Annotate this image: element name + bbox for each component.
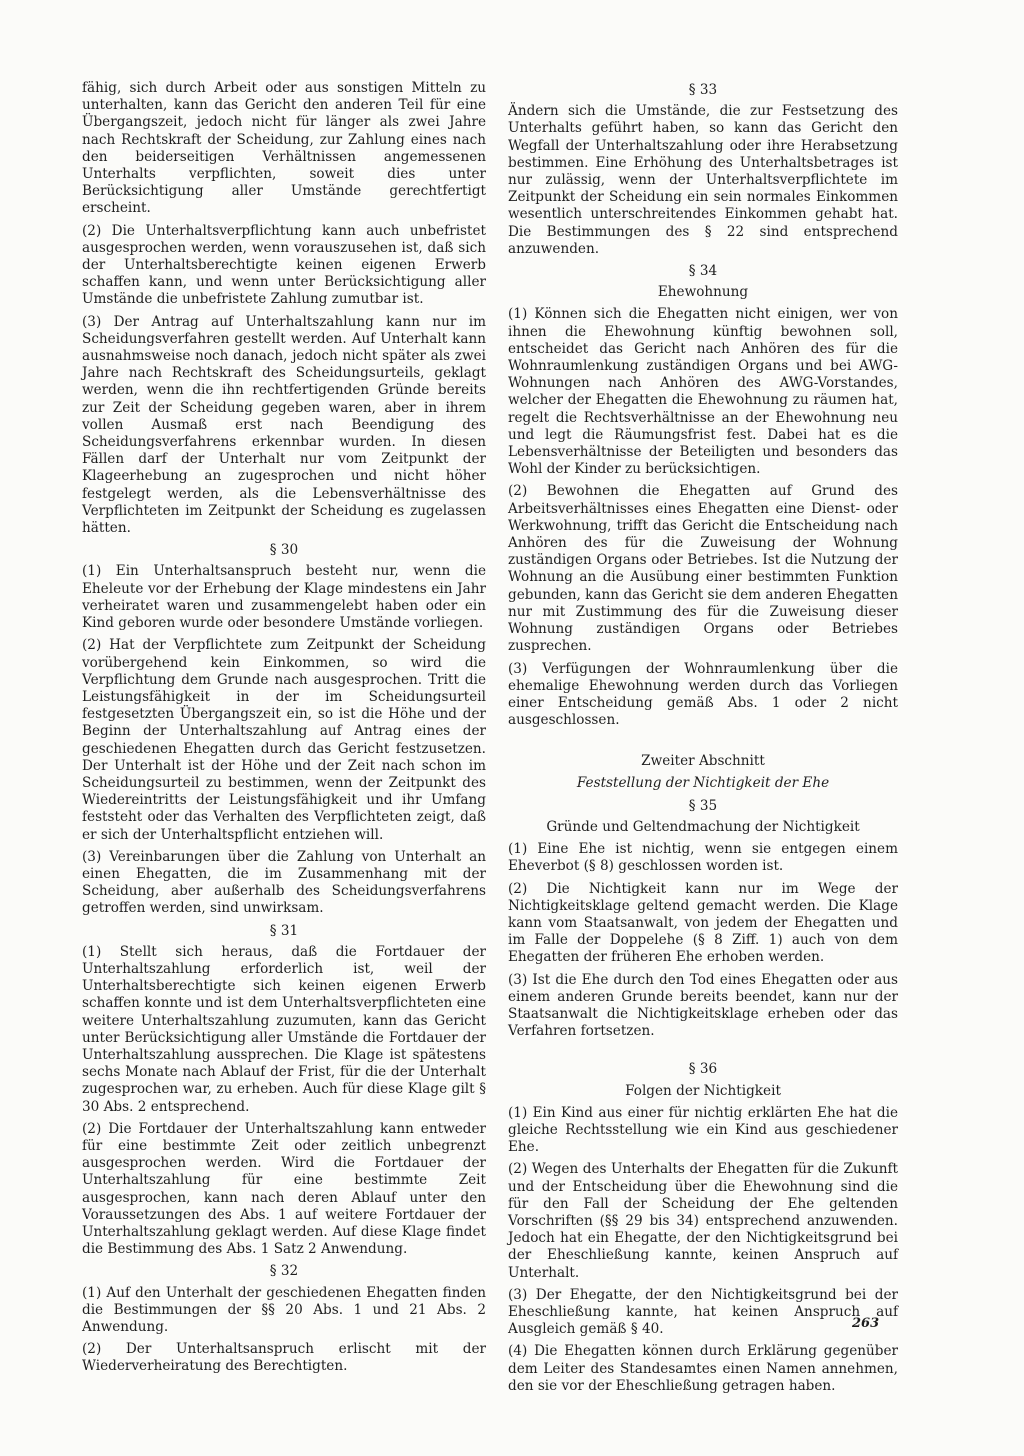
paragraph: (3) Der Ehegatte, der den Nichtigkeitsgrund bei der Eheschließung kannte, hat keinen Anspruch auf Ausgleich gemäß § 40. <box>508 1286 898 1338</box>
section-heading-35: § 35 <box>688 797 718 814</box>
section-title-36: Folgen der Nichtigkeit <box>625 1082 781 1099</box>
paragraph: (2) Hat der Verpflichtete zum Zeitpunkt der Scheidung vorübergehend kein Einkommen, so wird die Verpflichtung dem Grunde nach ausgesprochen. Tritt die Leistungsfähigkeit in der im Scheidungsurteil festgesetzten Übergangszeit ein, so ist die Höhe und der Beginn der Unterhaltszahlung auf Antrag eines der geschiedenen Ehegatten durch das Gericht festzusetzen. Der Unterhalt ist der Höhe und der Zeit nach schon im Scheidungsurteil zu bestimmen, wenn der Zeitpunkt des Wiedereintritts der Leistungsfähigkeit und ihr Umfang feststeht oder das Verhalten des Verpflichteten zeigt, daß er sich der Unterhaltspflicht entziehen will. <box>82 637 486 843</box>
section-title-35: Gründe und Geltendmachung der Nichtigkeit <box>546 818 860 835</box>
paragraph: (2) Bewohnen die Ehegatten auf Grund des Arbeitsverhältnisses eines Ehegatten eine Dienst- oder Werkwohnung, trifft das Gericht die Entscheidung nach Anhören des für die Zuweisung der Wohnung zuständigen Organs oder Betriebes. Ist die Nutzung der Wohnung an die Ausübung einer bestimmten Funktion gebunden, kann das Gericht sie dem anderen Ehegatten nur mit Zustimmung des für die Zuweisung dieser Wohnung zuständigen Organs oder Betriebes zusprechen. <box>508 483 898 655</box>
paragraph: (3) Der Antrag auf Unterhaltszahlung kann nur im Scheidungsverfahren gestellt werden. Auf Unterhalt kann ausnahmsweise noch danach, jedoch nicht später als zwei Jahre nach Rechtskraft des Scheidungsurteils, geklagt werden, wenn die ihn rechtfertigenden Gründe bereits zur Zeit der Scheidung gegeben waren, aber in ihrem vollen Ausmaß erst nach Beendigung des Scheidungsverfahrens erkennbar wurden. In diesen Fällen darf der Unterhalt nur vom Zeitpunkt der Klageerhebung an zugesprochen und nicht höher festgelegt werden, als die Lebensverhältnisse des Verpflichteten im Zeitpunkt der Scheidung es zugelassen hätten. <box>82 313 486 537</box>
paragraph: (2) Die Fortdauer der Unterhaltszahlung kann entweder für eine bestimmte Zeit oder zeitlich unbegrenzt ausgesprochen werden. Wird die Fortdauer der Unterhaltszahlung für eine bestimmte Zeit ausgesprochen, kann nach deren Ablauf unter den Voraussetzungen des Abs. 1 auf weitere Fortdauer der Unterhaltszahlung geklagt werden. Auf diese Klage findet die Bestimmung des Abs. 1 Satz 2 Anwendung. <box>82 1120 486 1258</box>
section-title-34: Ehewohnung <box>657 284 749 301</box>
paragraph: (3) Ist die Ehe durch den Tod eines Ehegatten oder aus einem anderen Grunde bereits beendet, kann nur der Staatsanwalt die Nichtigkeitsklage erheben oder das Verfahren fortsetzen. <box>508 971 898 1040</box>
paragraph: (1) Eine Ehe ist nichtig, wenn sie entgegen einem Eheverbot (§ 8) geschlossen worden ist. <box>508 841 898 875</box>
part-label: Zweiter Abschnitt <box>641 753 765 770</box>
spacer <box>508 1045 898 1059</box>
right-column <box>508 80 898 1400</box>
paragraph: (2) Die Unterhaltsverpflichtung kann auch unbefristet ausgesprochen werden, wenn vorauszusehen ist, daß sich der Unterhaltsberechtigte keinen eigenen Erwerb schaffen kann, und wenn unter Berücksichtigung aller Umstände die unbefristete Zahlung zumutbar ist. <box>82 222 486 308</box>
section-heading-32: § 32 <box>269 1263 299 1280</box>
paragraph: (1) Auf den Unterhalt der geschiedenen Ehegatten finden die Bestimmungen der §§ 20 Abs. 1 und 21 Abs. 2 Anwendung. <box>82 1284 486 1336</box>
paragraph: Ändern sich die Umstände, die zur Festsetzung des Unterhalts geführt haben, so kann das Gericht den Wegfall der Unterhaltszahlung oder ihre Herabsetzung bestimmen. Eine Erhöhung des Unterhaltsbetrages ist nur zulässig, wenn der Unterhaltsverpflichtete im Zeitpunkt der Scheidung ein sein normales Einkommen wesentlich unterschreitendes Einkommen gehabt hat. Die Bestimmungen des § 22 sind entsprechend anzuwenden. <box>508 103 898 257</box>
paragraph: (1) Ein Unterhaltsanspruch besteht nur, wenn die Eheleute vor der Erhebung der Klage mindestens ein Jahr verheiratet waren und zusammengelebt haben oder ein Kind geboren wurde oder besondere Umstände vorliegen. <box>82 563 486 632</box>
paragraph: fähig, sich durch Arbeit oder aus sonstigen Mitteln zu unterhalten, kann das Gericht den anderen Teil für eine Übergangszeit, jedoch nicht für länger als zwei Jahre nach Rechtskraft der Scheidung, zur Zahlung eines nach den beiderseitigen Verhältnissen angemessenen Unterhalts verpflichten, soweit dies unter Berücksichtigung aller Umstände gerechtfertigt erscheint. <box>82 80 486 217</box>
page-number: 263 <box>852 1316 880 1331</box>
paragraph: (3) Vereinbarungen über die Zahlung von Unterhalt an einen Ehegatten, die im Zusammenhang mit der Scheidung, aber außerhalb des Scheidungsverfahrens getroffen werden, sind unwirksam. <box>82 848 486 917</box>
paragraph: (2) Der Unterhaltsanspruch erlischt mit der Wiederverheiratung des Berechtigten. <box>82 1341 486 1375</box>
section-heading-30: § 30 <box>269 542 299 559</box>
section-heading-31: § 31 <box>269 922 299 939</box>
paragraph: (1) Stellt sich heraus, daß die Fortdauer der Unterhaltszahlung erforderlich ist, weil der Unterhaltsberechtigte sich keinen eigenen Erwerb schaffen konnte und ist dem Unterhaltsverpflichteten eine weitere Unterhaltszahlung zuzumuten, kann das Gericht unter Berücksichtigung aller Umstände die Fortdauer der Unterhaltszahlung aussprechen. Die Klage ist spätestens sechs Monate nach Ablauf der Frist, für die der Unterhalt zugesprochen war, zu erheben. Auch für diese Klage gilt § 30 Abs. 2 entsprechend. <box>82 943 486 1115</box>
part-title: Feststellung der Nichtigkeit der Ehe <box>576 774 830 791</box>
section-heading-33: § 33 <box>688 82 718 98</box>
left-column <box>82 80 486 1381</box>
section-heading-34: § 34 <box>688 263 718 280</box>
paragraph: (1) Können sich die Ehegatten nicht einigen, wer von ihnen die Ehewohnung künftig bewohnen soll, entscheidet das Gericht nach Anhören des für die Wohnraumlenkung zuständigen Organs und bei AWG-Wohnungen nach Anhören des AWG-Vorstandes, welcher der Ehegatten die Ehewohnung zu räumen hat, regelt die Rechtsverhältnisse an der Ehewohnung neu und legt die Räumungsfrist fest. Dabei hat es die Lebensverhältnisse der Beteiligten und besonders das Wohl der Kinder zu berücksichtigen. <box>508 306 898 478</box>
paragraph: (1) Ein Kind aus einer für nichtig erklärten Ehe hat die gleiche Rechtsstellung wie ein Kind aus geschiedener Ehe. <box>508 1104 898 1156</box>
paragraph: (4) Die Ehegatten können durch Erklärung gegenüber dem Leiter des Standesamtes einen Namen annehmen, den sie vor der Eheschließung getragen haben. <box>508 1343 898 1394</box>
section-heading-36: § 36 <box>688 1061 718 1078</box>
paragraph: (2) Wegen des Unterhalts der Ehegatten für die Zukunft und der Entscheidung über die Ehewohnung sind die für den Fall der Scheidung der Ehe geltenden Vorschriften (§§ 29 bis 34) entsprechend anzuwenden. Jedoch hat ein Ehegatte, der den Nichtigkeitsgrund bei der Eheschließung kannte, keinen Anspruch auf Unterhalt. <box>508 1161 898 1281</box>
paragraph: (2) Die Nichtigkeit kann nur im Wege der Nichtigkeitsklage geltend gemacht werden. Die Klage kann vom Staatsanwalt, von jedem der Ehegatten und im Falle der Doppelehe (§ 8 Ziff. 1) auch von dem Ehegatten der früheren Ehe erhoben werden. <box>508 880 898 966</box>
paragraph: (3) Verfügungen der Wohnraumlenkung über die ehemalige Ehewohnung werden durch das Vorliegen einer Entscheidung gemäß Abs. 1 oder 2 nicht ausgeschlossen. <box>508 660 898 729</box>
